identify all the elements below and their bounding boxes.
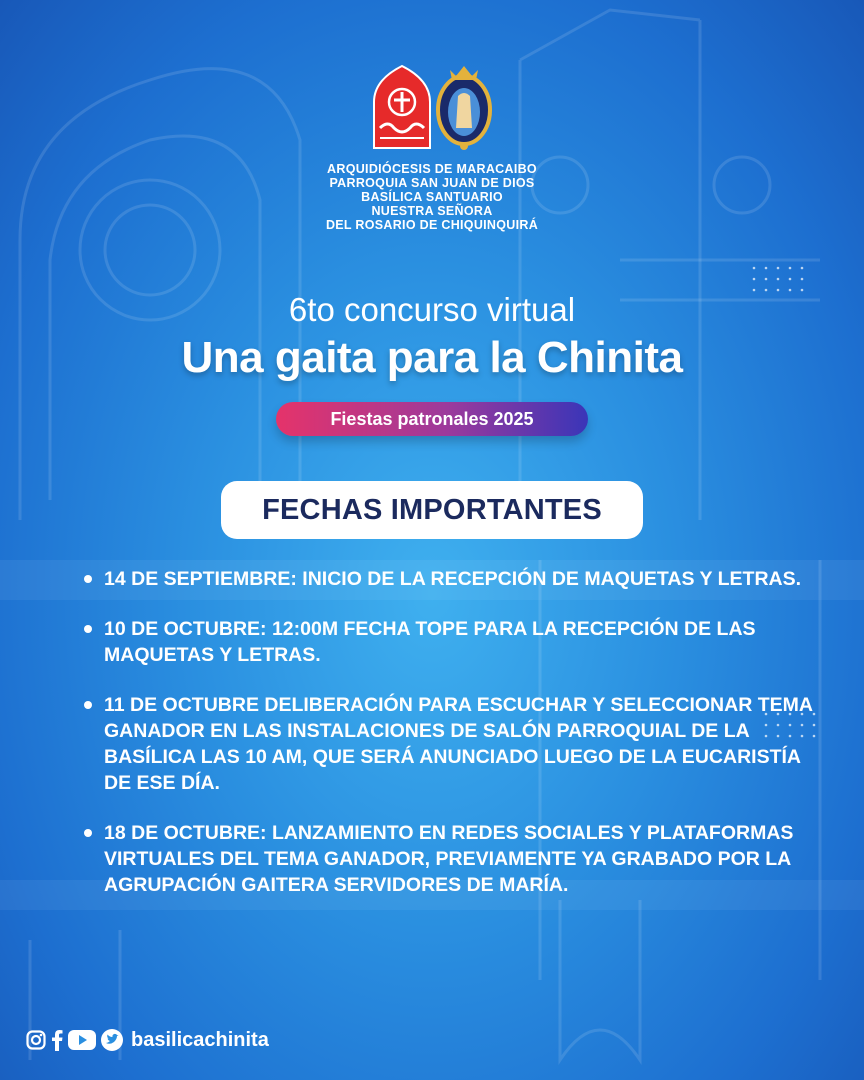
list-item xyxy=(84,566,824,592)
bullet-icon xyxy=(84,701,92,709)
instagram-icon[interactable] xyxy=(26,1030,46,1050)
list-item xyxy=(84,820,824,898)
youtube-icon[interactable] xyxy=(68,1030,96,1050)
social-footer xyxy=(26,1028,269,1052)
contest-title: Una gaita para la Chinita xyxy=(181,333,683,382)
social-handle[interactable]: basilicachinita xyxy=(131,1028,269,1051)
basilica-crest-icon xyxy=(438,66,490,150)
twitter-icon[interactable] xyxy=(101,1029,123,1051)
org-line: NUESTRA SEÑORA xyxy=(371,204,493,218)
org-line: PARROQUIA SAN JUAN DE DIOS xyxy=(329,176,535,190)
date-text: 18 DE OCTUBRE: LANZAMIENTO EN REDES SOCIALES Y PLATAFORMAS VIRTUALES DEL TEMA GANADOR, PREVIAMENTE YA GRABADO POR LA AGRUPACIÓN GAITERA SERVIDORES DE MARÍA. xyxy=(104,822,794,896)
date-text: 14 DE SEPTIEMBRE: INICIO DE LA RECEPCIÓN DE MAQUETAS Y LETRAS. xyxy=(104,568,802,590)
date-text: 10 DE OCTUBRE: 12:00M FECHA TOPE PARA LA RECEPCIÓN DE LAS MAQUETAS Y LETRAS. xyxy=(104,618,756,666)
organization-block xyxy=(232,162,632,232)
list-item xyxy=(84,616,824,668)
bullet-icon xyxy=(84,625,92,633)
facebook-icon[interactable] xyxy=(51,1029,63,1051)
org-line: ARQUIDIÓCESIS DE MARACAIBO xyxy=(327,162,537,176)
org-line: DEL ROSARIO DE CHIQUINQUIRÁ xyxy=(325,218,539,232)
section-heading: FECHAS IMPORTANTES xyxy=(221,481,643,539)
logos-group xyxy=(370,62,494,152)
fiestas-badge: Fiestas patronales 2025 xyxy=(276,402,588,436)
contest-subtitle: 6to concurso virtual xyxy=(288,291,576,328)
org-line: BASÍLICA SANTUARIO xyxy=(361,190,503,204)
bullet-icon xyxy=(84,829,92,837)
date-text: 11 DE OCTUBRE DELIBERACIÓN PARA ESCUCHAR Y SELECCIONAR TEMA GANADOR EN LAS INSTALACIONES DE SALÓN PARROQUIAL DE LA BASÍLICA LAS 10 AM, QUE SERÁ ANUNCIADO LUEGO DE LA EUCARISTÍA DE ESE DÍA. xyxy=(104,694,813,794)
dates-list xyxy=(84,566,824,922)
mitre-logo-icon xyxy=(374,66,430,148)
bullet-icon xyxy=(84,575,92,583)
list-item xyxy=(84,692,824,796)
decorative-dots-icon xyxy=(752,266,804,294)
